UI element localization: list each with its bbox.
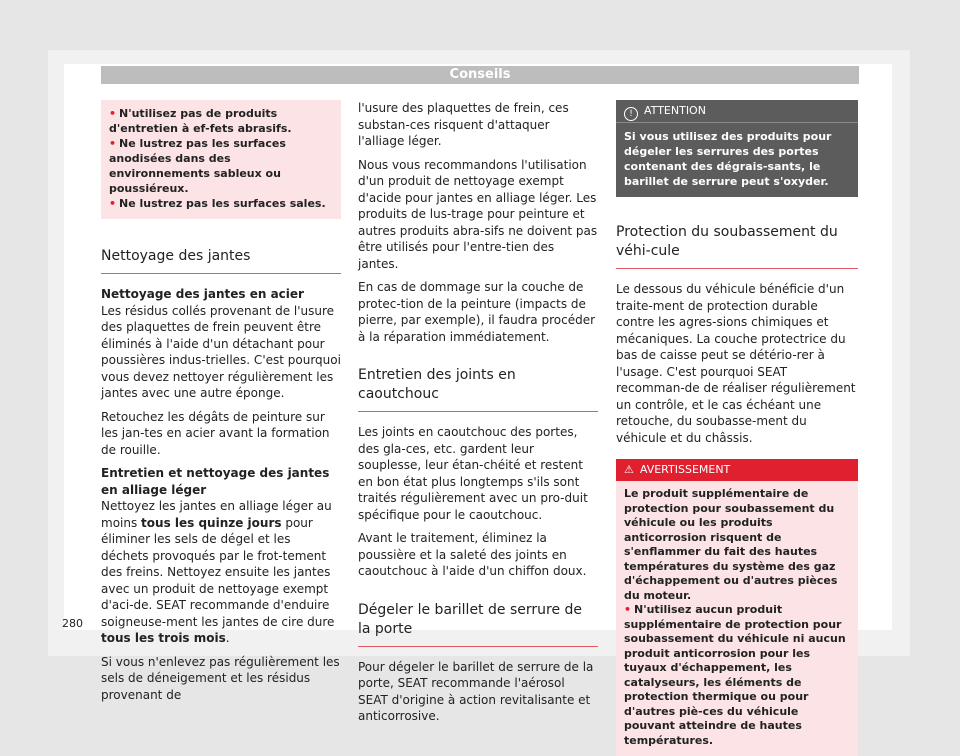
- warning-text: Le produit supplémentaire de protection pour soubassement du véhicule ou les produits anticorrosion risquent de s'enflammer du fait des hautes températures du système des gaz d'échappement ou d'autres pièces du moteur. • N'utilisez aucun produit supplémentaire de protection pour soubassement du véhicule ni aucun produit anticorrosion pour les tuyaux d'échappement, les catalyseurs, les éléments de protection thermique ou pour d'autres piè-ces du véhicule pouvant atteindre de hautes températures.: [616, 481, 858, 756]
- subheading: Nettoyage des jantes en acier: [101, 287, 304, 301]
- warning-bullet: • N'utilisez aucun produit supplémentaire de protection pour soubassement du véhicule ni aucun produit anticorrosion pour les tuyaux d'échappement, les catalyseurs, les éléments de protection thermique ou pour d'autres piè-ces du véhicule pouvant atteindre de hautes températures.: [624, 603, 846, 747]
- page-number: 280: [62, 617, 83, 630]
- middle-column: [358, 100, 598, 732]
- warning-triangle-icon: ⚠: [624, 463, 634, 476]
- section-title: Entretien des joints en caoutchouc: [358, 366, 598, 412]
- notice-box: [101, 100, 341, 219]
- paragraph: Les résidus collés provenant de l'usure des plaquettes de frein peuvent être éliminés à l'aide d'un détachant pour poussières indus-trielles. C'est pourquoi vous devez nettoyer régulièrement les jantes avec une autre éponge.: [101, 303, 341, 400]
- warning-box: [616, 459, 858, 756]
- page-header: Conseils: [101, 66, 859, 84]
- paragraph: Nous vous recommandons l'utilisation d'un produit de nettoyage exempt d'acide pour jantes en alliage léger. Les produits de lus-trage pour peinture et autres produits abra-sifs ne doivent pas être utilisés pour l'entre-tien des jantes.: [358, 157, 598, 271]
- section-title: Protection du soubassement du véhi-cule: [616, 223, 858, 269]
- paragraph: En cas de dommage sur la couche de protec-tion de la peinture (impacts de pierre, par exemple), il faudra procéder à la réparation immédiatement.: [358, 280, 596, 344]
- right-column: [616, 100, 858, 756]
- paragraph: Le dessous du véhicule bénéficie d'un traite-ment de protection durable contre les agres-sions chimiques et mécaniques. La couche protectrice du bas de caisse peut se détério-rer à l'usage. C'est pourquoi SEAT recomman-de de réaliser régulièrement un contrôle, et le cas échéant une retouche, du soubasse-ment du véhicule et du châssis.: [616, 282, 856, 445]
- bullet-icon: •: [109, 197, 117, 210]
- info-icon: !: [624, 107, 638, 121]
- attention-box: [616, 100, 858, 197]
- left-column: [101, 100, 341, 710]
- bullet-icon: •: [109, 107, 117, 120]
- notice-item: • N'utilisez pas de produits d'entretien à ef-fets abrasifs.: [109, 107, 292, 135]
- paragraph: Pour dégeler le barillet de serrure de la porte, SEAT recommande l'aérosol SEAT d'origine à action revitalisante et anticorrosive.: [358, 659, 594, 723]
- bullet-icon: •: [624, 603, 632, 616]
- paragraph: Avant le traitement, éliminez la poussière et la saleté des joints en caoutchouc à l'aide d'un chiffon doux.: [358, 531, 587, 578]
- section-title: Dégeler le barillet de serrure de la porte: [358, 601, 598, 647]
- paragraph: Retouchez les dégâts de peinture sur les jan-tes en acier avant la formation de rouille.: [101, 409, 330, 457]
- paragraph: l'usure des plaquettes de frein, ces substan-ces risquent d'attaquer l'alliage léger.: [358, 101, 569, 148]
- notice-item: • Ne lustrez pas les surfaces sales.: [109, 197, 326, 210]
- attention-text: Si vous utilisez des produits pour dégeler les serrures des portes contenant des dégrais-sants, le barillet de serrure peut s'oxyder.: [616, 123, 858, 197]
- paragraph: Nettoyez les jantes en alliage léger au moins tous les quinze jours pour éliminer les sels de dégel et les déchets provoqués par le frot-tement des freins. Nettoyez ensuite les jantes avec un produit de nettoyage exempt d'aci-de. SEAT recommande d'enduire soigneuse-ment les jantes de cire dure tous les trois mois.: [101, 499, 335, 645]
- paragraph: Si vous n'enlevez pas régulièrement les sels de déneigement et les résidus provenant de: [101, 654, 340, 702]
- subheading: Entretien et nettoyage des jantes en alliage léger: [101, 466, 330, 497]
- bullet-icon: •: [109, 137, 117, 150]
- warning-header: ⚠ AVERTISSEMENT: [616, 459, 858, 481]
- paragraph: Les joints en caoutchouc des portes, des gla-ces, etc. gardent leur souplesse, leur étan-chéité et restent en bon état plus longtemps s'ils sont traités régulièrement avec un pro-duit spécifique pour le caoutchouc.: [358, 425, 588, 522]
- notice-item: • Ne lustrez pas les surfaces anodisées dans des environnements sableux ou poussiéreux.: [109, 137, 286, 195]
- section-title: Nettoyage des jantes: [101, 247, 341, 274]
- attention-header: ! ATTENTION: [616, 100, 858, 122]
